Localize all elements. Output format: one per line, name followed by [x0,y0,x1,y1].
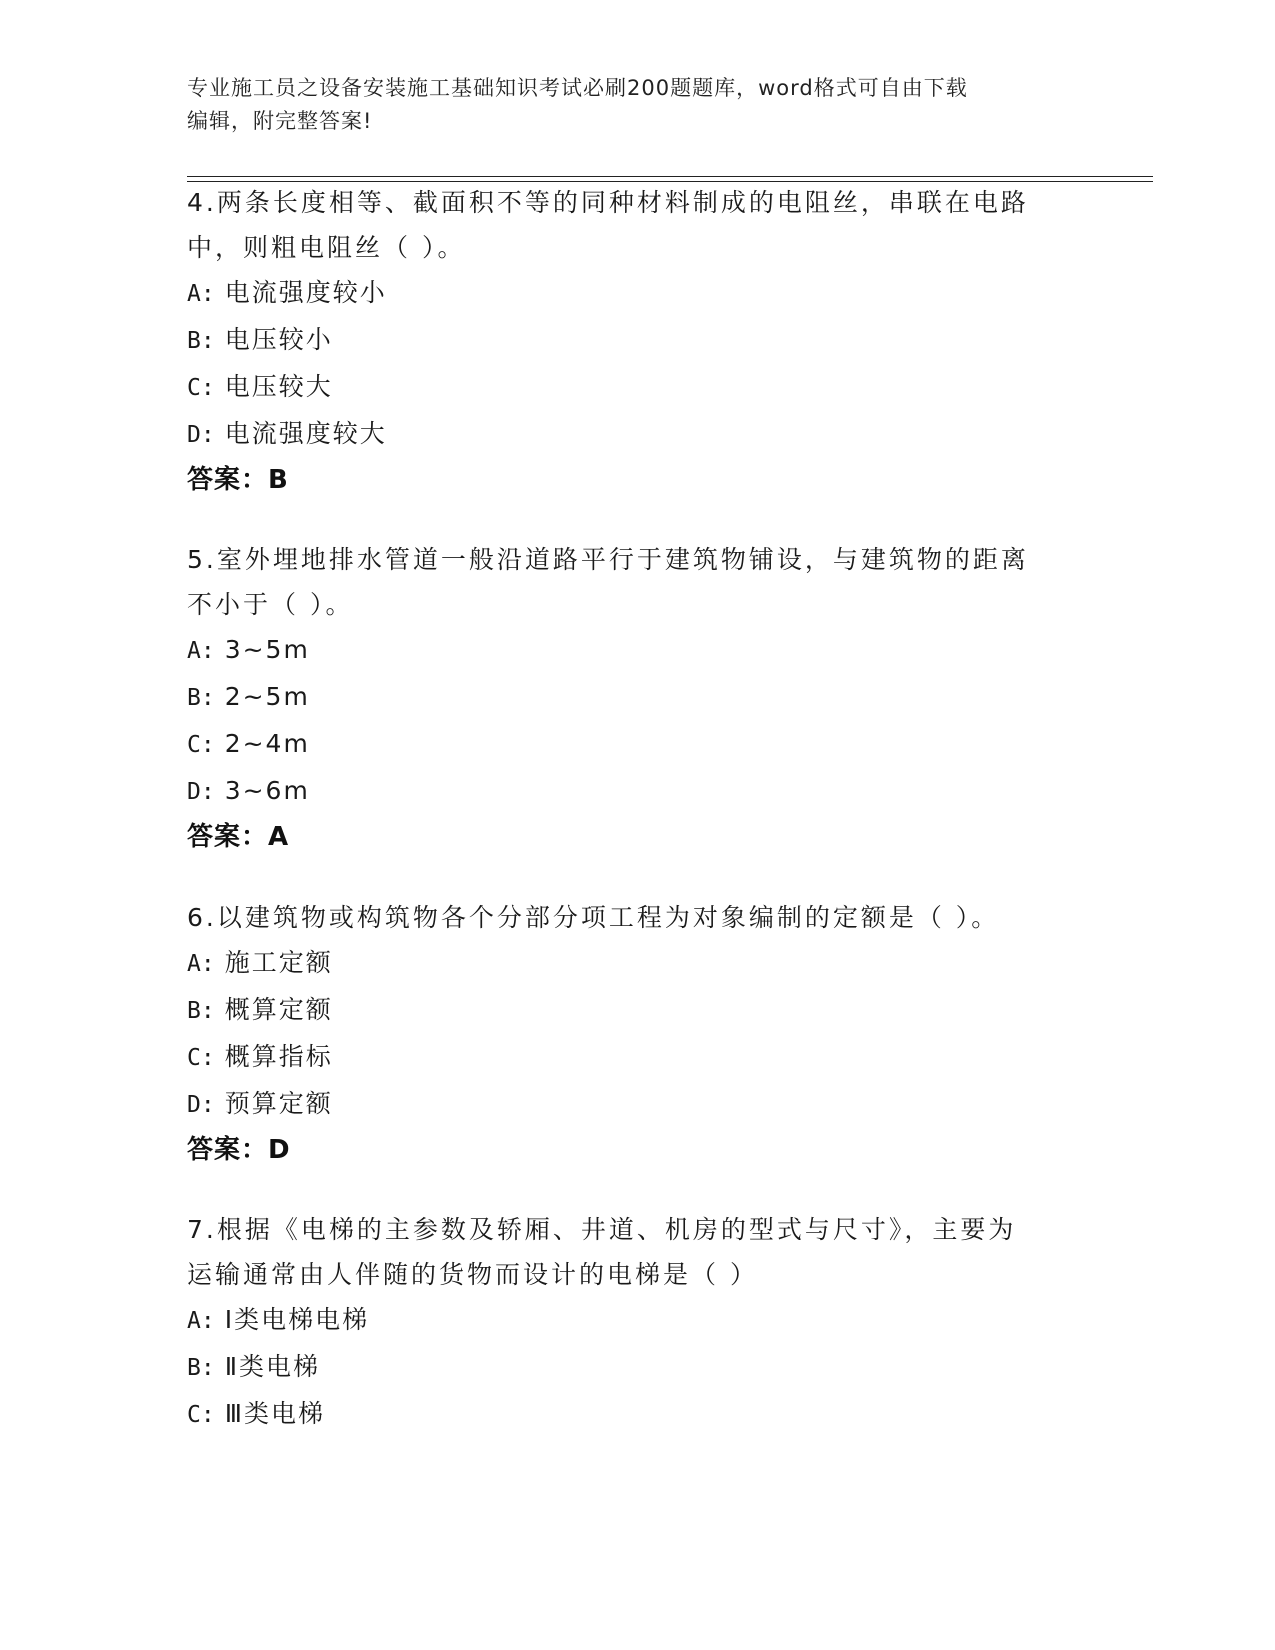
answer-label: 答案：B [187,465,289,495]
option-letter: D: [187,1092,215,1118]
option-letter: B: [187,1355,215,1381]
stem-line: 5.室外埋地排水管道一般沿道路平行于建筑物铺设，与建筑物的距离 [187,545,1029,574]
option-text: 2~4m [224,729,310,758]
option-letter: D: [187,422,215,448]
question-stem [187,1207,1087,1297]
stem-line: 4.两条长度相等、截面积不等的同种材料制成的电阻丝，串联在电路 [187,188,1029,217]
option-c [187,721,1087,768]
option-b [187,674,1087,721]
option-text: Ⅲ类电梯 [224,1399,325,1428]
option-d [187,768,1087,815]
option-letter: C: [187,1045,215,1071]
option-text: 概算指标 [224,1042,333,1071]
document-header [187,72,1087,138]
option-text: 概算定额 [224,995,333,1024]
option-text: 电压较大 [224,372,333,401]
option-a [187,270,1087,317]
option-letter: C: [187,375,215,401]
answer-label: 答案：A [187,822,290,852]
option-text: Ⅱ类电梯 [224,1352,321,1381]
option-letter: C: [187,732,215,758]
option-b [187,1344,1087,1391]
stem-line: 6.以建筑物或构筑物各个分部分项工程为对象编制的定额是（ ）。 [187,903,1000,932]
option-letter: A: [187,281,215,307]
option-a [187,1297,1087,1344]
option-text: 3~5m [224,635,310,664]
option-text: 电流强度较小 [224,278,387,307]
option-letter: A: [187,951,215,977]
header-line-1: 专业施工员之设备安装施工基础知识考试必刷200题题库，word格式可自由下载 [187,76,968,100]
option-text: 电流强度较大 [224,419,387,448]
stem-line: 中，则粗电阻丝（ ）。 [187,233,466,262]
question-stem [187,180,1087,270]
question-stem [187,895,1087,940]
question-6 [187,895,1087,1173]
question-7 [187,1207,1087,1438]
stem-line: 不小于（ ）。 [187,590,354,619]
option-letter: D: [187,779,215,805]
option-c [187,1034,1087,1081]
stem-line: 7.根据《电梯的主参数及轿厢、井道、机房的型式与尺寸》，主要为 [187,1215,1017,1244]
option-b [187,987,1087,1034]
question-stem [187,537,1087,627]
option-c [187,364,1087,411]
option-text: 3~6m [224,776,310,805]
option-a [187,627,1087,674]
option-d [187,1081,1087,1128]
question-4 [187,180,1087,503]
answer-label: 答案：D [187,1135,291,1165]
option-letter: C: [187,1402,215,1428]
option-c [187,1391,1087,1438]
option-text: 预算定额 [224,1089,333,1118]
header-line-2: 编辑，附完整答案! [187,109,373,133]
option-text: Ⅰ类电梯电梯 [224,1305,370,1334]
stem-line: 运输通常由人伴随的货物而设计的电梯是（ ） [187,1260,758,1289]
option-letter: B: [187,998,215,1024]
option-letter: A: [187,1308,215,1334]
option-text: 施工定额 [224,948,333,977]
option-letter: B: [187,685,215,711]
option-letter: A: [187,638,215,664]
question-5 [187,537,1087,860]
option-b [187,317,1087,364]
option-letter: B: [187,328,215,354]
option-d [187,411,1087,458]
option-a [187,940,1087,987]
option-text: 电压较小 [224,325,333,354]
header-divider-top [187,176,1153,177]
option-text: 2~5m [224,682,310,711]
